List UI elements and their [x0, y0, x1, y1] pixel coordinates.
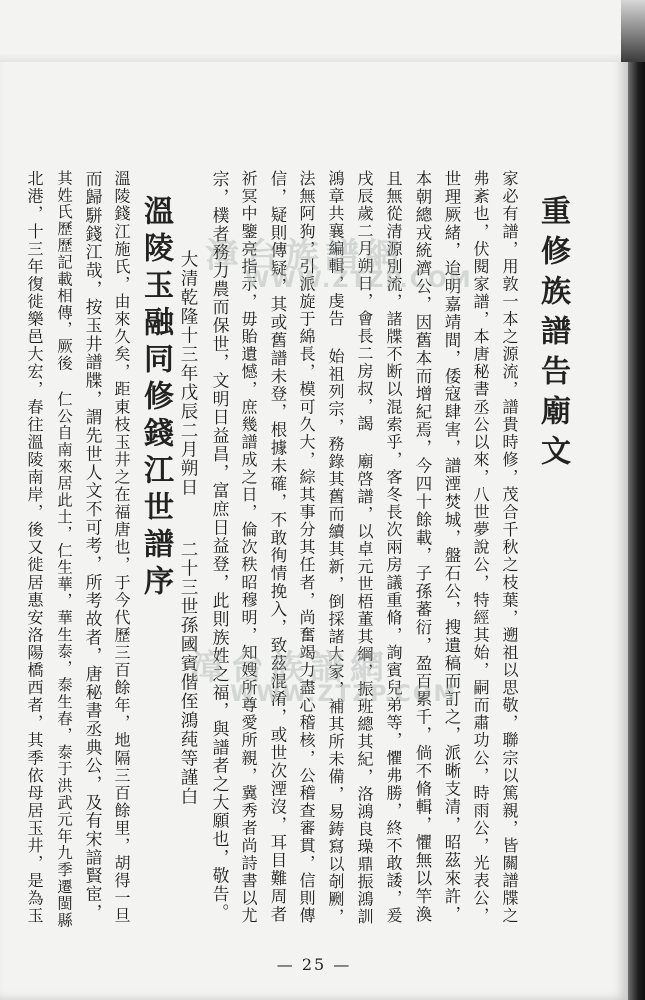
preface-text-col-4: 北港，十三年復徙樂邑大宏，春往溫陵南岸，後又徙居惠安洛陽橋西者，其季依母居玉井，是為玉 [25, 170, 44, 925]
temple-text-col-4: 本朝總戎統濟公，因舊本而增紀焉，今四十餘載，子孫蕃衍，盈百累千，倘不脩輯，懼無以竿渙 [413, 170, 432, 924]
preface-text-col-2: 而歸駢錢江哉，按玉井譜牒，謂先世人文不可考，所考故者，唐秘書丞典公，及有宋諳賢宦， [83, 170, 103, 922]
top-margin [0, 0, 645, 62]
temple-text-col-8: 法無阿狗，引派旋于綿長，模可久大，綜其事分其任者，尚奮竭力盡心稽核，公稽查審貫，信則傳 [297, 170, 316, 925]
temple-text-col-3: 世理厥緒，迨明嘉靖間，倭寇肆害，譜湮焚城，盤石公，搜遺稿而訂之，派晰支清，昭茲來許， [442, 170, 461, 924]
preface-text-col-1: 溫陵錢江施氏，由來久矣，距東枝玉井之在福唐也，于今代歷三百餘年，地隔三百餘里，胡得一旦 [112, 170, 131, 925]
temple-text-col-11: 宗，樸者務力農而保世，文明日益昌，富庶日益登，此則族姓之福，與譜者之大願也，敬告。 [210, 170, 230, 922]
preface-title: 溫陵玉融同修錢江世譜序 [138, 195, 173, 602]
temple-text-col-7: 鴻章共襄編輯，虔告 始祖列宗，務錄其舊而續其新，倒採諸大家，補其所未備，易鋳寫以剞劂， [326, 170, 345, 926]
watermark-site-name-bottom: 漳台族譜網 [190, 648, 390, 688]
watermark-site-name-top: 漳台族譜網 [205, 236, 405, 276]
temple-text-col-5: 且無從清源別流，諸牒不断以混索乎，客冬長次兩房議重脩，詢賓兒弟等，懼弗勝，終不敢諉，爰 [384, 170, 403, 925]
page-number: — 25 — [276, 955, 352, 974]
temple-title: 重修族譜告廟文 [535, 195, 570, 475]
temple-text-col-2: 弗紊也，伏閱家譜，本唐秘書丞公以來，八世夢說公，特經其始，嗣而肅功公，時雨公，光表公， [471, 170, 490, 925]
temple-signature: 二十三世孫國賓偕侄鴻莼等謹白 [178, 540, 198, 806]
temple-text-col-9: 信，疑則傳疑，其或舊譜未登，根據未確，不敢徇情挽入，致茲混淆，或世次湮沒，耳目難周者 [268, 170, 287, 924]
temple-text-col-6: 戌辰歲二月朔日，會長二房叔，謁 廟啓譜，以卓元世梧董其綱，振班總其紀，洛鴻良璪鼎振鴻訓 [355, 170, 374, 926]
watermark-url-top: WWW.ZTZP.COM [245, 268, 473, 293]
temple-text-col-10: 祈冥中鑒亮指示，毋貽遺憾，庶幾譜成之日，倫次秩昭穆明，知嫂所尊愛所親，冀秀者尚詩書以尤 [239, 170, 258, 925]
watermark-url-bottom: WWW.ZTZP.COM [230, 682, 458, 707]
temple-text-col-1: 家必有譜，用敦一本之源流，譜貴時修，茂合千秋之枝葉，遡祖以思敬，聯宗以篤親，皆關譜牒之 [500, 170, 519, 925]
temple-date: 大清乾隆十三年戊辰二月朔日 [178, 250, 198, 497]
book-spine-shadow [628, 62, 645, 1000]
page-corner-shadow [621, 0, 645, 62]
preface-text-col-3: 其姓氏歷歷記載相傳，厥後 仁公自南來居此土，仁生華，華生泰，泰生春，泰于洪武元年九季遷閩縣 [55, 170, 73, 929]
